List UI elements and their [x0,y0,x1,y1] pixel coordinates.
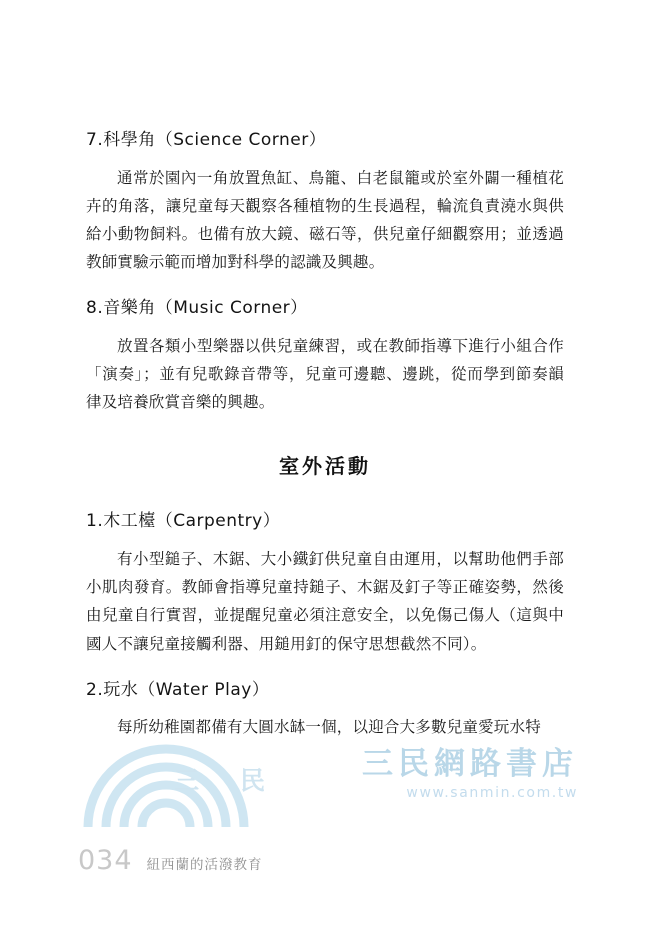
paragraph-music-corner: 放置各類小型樂器以供兒童練習，或在教師指導下進行小組合作「演奏」；並有兒歌錄音帶等，兒童可邊聽、邊跳，從而學到節奏韻律及培養欣賞音樂的興趣。 [86,336,564,412]
watermark-brand-name: 三民網路書店 [362,746,578,782]
section-science-corner [86,128,564,276]
paragraph-science-corner: 通常於園內一角放置魚缸、鳥籠、白老鼠籠或於室外闢一種植花卉的角落，讓兒童每天觀察各種植物的生長過程，輪流負責澆水與供給小動物飼料。也備有放大鏡、磁石等，供兒童仔細觀察用；並透過教師實驗示範而增加對科學的認識及興趣。 [86,168,564,272]
watermark-url: www.sanmin.com.tw [406,785,578,802]
heading-water-play: 2.玩水（Water Play） [86,679,270,700]
page-footer [78,845,263,876]
section-music-corner [86,296,564,416]
heading-science-corner: 7.科學角（Science Corner） [86,130,327,150]
heading-music-corner: 8.音樂角（Music Corner） [86,298,308,319]
watermark-sub-text: 三 民 [174,766,274,795]
page-number: 034 [78,845,133,876]
section-carpentry [86,509,564,657]
page-content [86,128,564,761]
paragraph-water-play: 每所幼稚園都備有大圓水缽一個，以迎合大多數兒童愛玩水特 [117,718,541,737]
paragraph-carpentry: 有小型鎚子、木鋸、大小鐵釘供兒童自由運用，以幫助他們手部小肌肉發育。教師會指導兒童持鎚子、木鋸及釘子等正確姿勢，然後由兒童自行實習，並提醒兒童必須注意安全，以免傷己傷人（這與中國人不讓兒童接觸利器、用鎚用釘的保守思想截然不同）。 [86,549,564,653]
section-title-outdoor-activities: 室外活動 [279,454,371,479]
heading-carpentry: 1.木工檯（Carpentry） [86,511,281,532]
running-head: 紐西蘭的活潑教育 [146,857,263,873]
section-water-play [86,678,564,742]
